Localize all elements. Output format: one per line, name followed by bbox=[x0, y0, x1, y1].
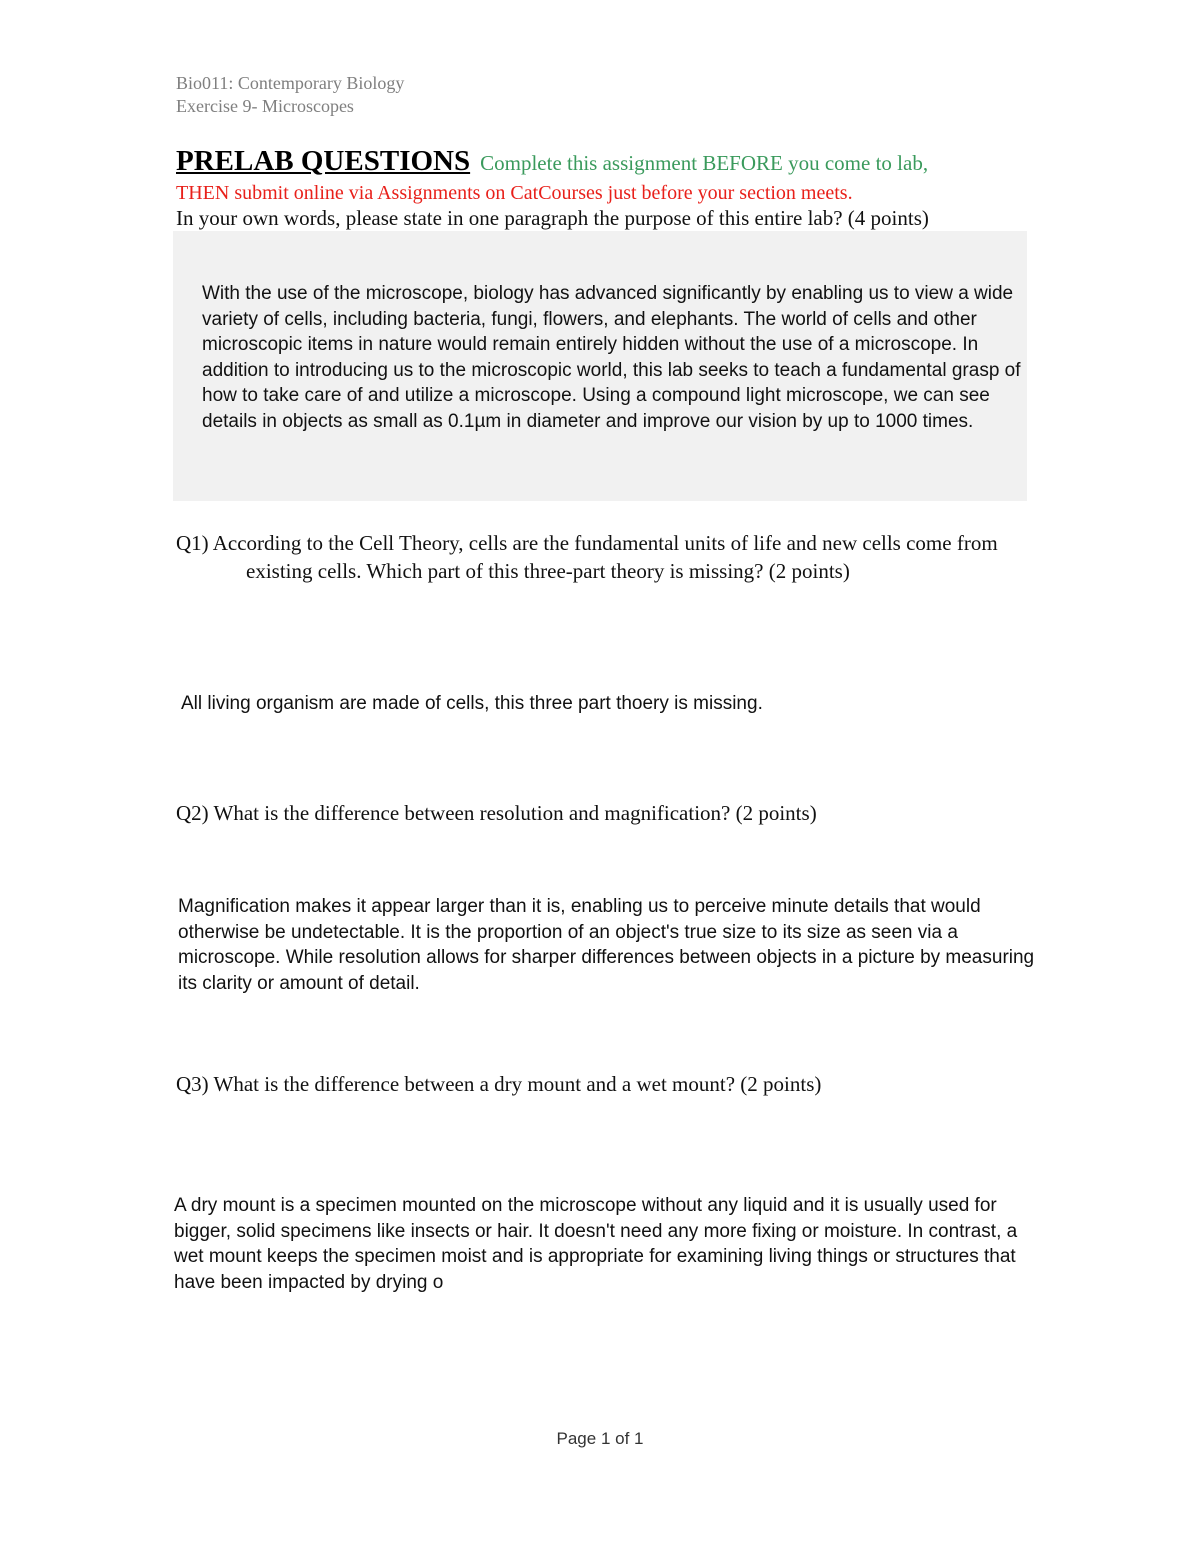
answer-3: A dry mount is a specimen mounted on the microscope without any liquid and it is usually used for bigger, solid specimens like insects or hair. It doesn't need any more fixing or moisture. In contrast, a wet mount keeps the specimen moist and is appropriate for examining living things or structures that have been impacted by drying o bbox=[174, 1195, 1018, 1293]
exercise-header: Exercise 9- Microscopes bbox=[176, 96, 354, 116]
instruction-red: THEN submit online via Assignments on CatCourses just before your section meets. bbox=[176, 182, 853, 204]
purpose-answer: With the use of the microscope, biology has advanced significantly by enabling us to view a wide variety of cells, including bacteria, fungi, flowers, and elephants. The world of cells and other microscopic items in nature would remain entirely hidden without the use of a microscope. In addition to introducing us to the microscopic world, this lab seeks to teach a fundamental grasp of how to take care of and utilize a microscope. Using a compound light microscope, we can see details in objects as small as 0.1µm in diameter and improve our vision by up to 1000 times. bbox=[202, 283, 1021, 432]
course-header: Bio011: Contemporary Biology bbox=[176, 73, 405, 93]
purpose-answer-box[interactable] bbox=[173, 231, 1027, 501]
answer-1: All living organism are made of cells, this three part thoery is missing. bbox=[181, 693, 763, 714]
prelab-title: PRELAB QUESTIONS bbox=[176, 145, 471, 177]
page-indicator: Page 1 of 1 bbox=[556, 1429, 644, 1448]
answer-2: Magnification makes it appear larger than it is, enabling us to perceive minute details that would otherwise be undetectable. It is the proportion of an object's true size to its size as seen via a microscope. While resolution allows for sharper differences between objects in a picture by measuring its clarity or amount of detail. bbox=[178, 896, 1035, 994]
prelab-title-row bbox=[176, 142, 928, 185]
question-2: Q2) What is the difference between resolution and magnification? (2 points) bbox=[176, 801, 817, 825]
question-3: Q3) What is the difference between a dry mount and a wet mount? (2 points) bbox=[176, 1072, 822, 1096]
purpose-question: In your own words, please state in one paragraph the purpose of this entire lab? (4 points) bbox=[176, 206, 929, 230]
question-1: Q1) According to the Cell Theory, cells are the fundamental units of life and new cells come from existing cells. Which part of this three-part theory is missing? (2 points) bbox=[176, 531, 998, 583]
instruction-green: Complete this assignment BEFORE you come to lab, bbox=[480, 151, 929, 175]
